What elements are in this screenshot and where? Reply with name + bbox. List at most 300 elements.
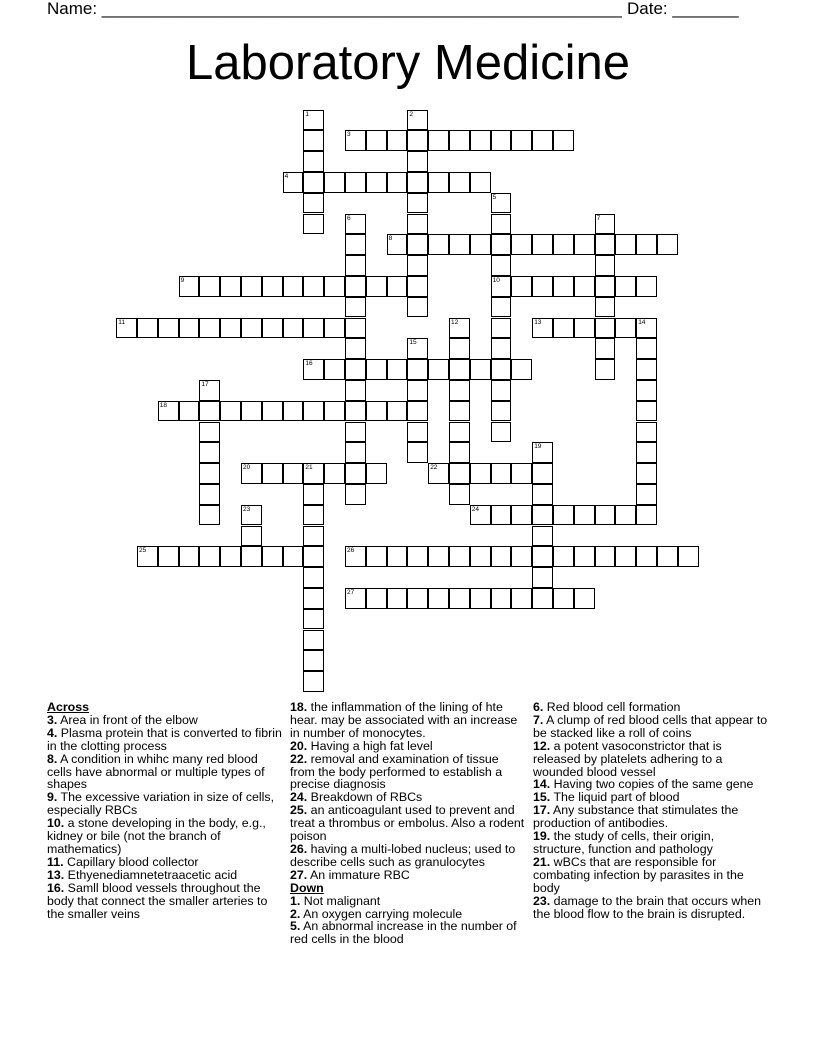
grid-cell[interactable] <box>470 130 491 151</box>
grid-cell[interactable] <box>324 401 345 422</box>
grid-cell[interactable] <box>137 546 158 567</box>
clue-number: 27 <box>347 588 355 596</box>
grid-cell[interactable] <box>158 318 179 339</box>
grid-cell[interactable] <box>345 214 366 235</box>
clue-number: 11 <box>118 318 125 326</box>
grid-cell[interactable] <box>241 318 262 339</box>
grid-cell[interactable] <box>345 276 366 297</box>
grid-cell[interactable] <box>657 546 678 567</box>
grid-cell[interactable] <box>303 588 324 609</box>
grid-cell[interactable] <box>428 463 449 484</box>
clue-number-label: 1. <box>290 893 301 908</box>
grid-cell[interactable] <box>303 214 324 235</box>
clue-number: 13 <box>534 318 542 326</box>
grid-cell[interactable] <box>595 297 616 318</box>
clue-number-label: 10. <box>47 816 65 831</box>
grid-cell[interactable] <box>636 359 657 380</box>
grid-cell[interactable] <box>449 318 470 339</box>
grid-cell[interactable] <box>262 318 283 339</box>
grid-cell[interactable] <box>511 234 532 255</box>
clue-number-label: 20. <box>290 738 308 753</box>
grid-cell[interactable] <box>470 463 491 484</box>
grid-cell[interactable] <box>199 484 220 505</box>
clue-text: having a multi-lobed nucleus; used to describe cells such as granulocytes <box>290 841 516 869</box>
grid-cell[interactable] <box>241 401 262 422</box>
grid-cell[interactable] <box>470 234 491 255</box>
grid-cell[interactable] <box>636 422 657 443</box>
grid-cell[interactable] <box>387 172 408 193</box>
grid-cell[interactable] <box>345 234 366 255</box>
clue-text: wBCs that are responsible for combating infection by parasites in the body <box>533 854 744 895</box>
grid-cell[interactable] <box>491 130 512 151</box>
grid-cell[interactable] <box>345 130 366 151</box>
grid-cell[interactable] <box>532 526 553 547</box>
grid-cell[interactable] <box>303 609 324 630</box>
grid-cell[interactable] <box>636 338 657 359</box>
grid-cell[interactable] <box>366 130 387 151</box>
grid-cell[interactable] <box>449 422 470 443</box>
grid-cell[interactable] <box>303 276 324 297</box>
grid-cell[interactable] <box>636 505 657 526</box>
grid-cell[interactable] <box>449 546 470 567</box>
grid-cell[interactable] <box>407 151 428 172</box>
grid-cell[interactable] <box>366 276 387 297</box>
grid-cell[interactable] <box>491 318 512 339</box>
grid-cell[interactable] <box>407 442 428 463</box>
grid-cell[interactable] <box>303 463 324 484</box>
grid-cell[interactable] <box>199 505 220 526</box>
grid-cell[interactable] <box>449 172 470 193</box>
grid-cell[interactable] <box>574 318 595 339</box>
clue-text: the study of cells, their origin, structure, function and pathology <box>533 829 715 856</box>
grid-cell[interactable] <box>407 130 428 151</box>
grid-cell[interactable] <box>636 484 657 505</box>
grid-cell[interactable] <box>636 463 657 484</box>
grid-cell[interactable] <box>428 359 449 380</box>
grid-cell[interactable] <box>636 380 657 401</box>
grid-cell[interactable] <box>199 546 220 567</box>
grid-cell[interactable] <box>491 463 512 484</box>
grid-cell[interactable] <box>303 359 324 380</box>
grid-cell[interactable] <box>595 255 616 276</box>
clue-text: Ethyenediamnetetraacetic acid <box>64 867 238 882</box>
grid-cell[interactable] <box>303 650 324 671</box>
grid-cell[interactable] <box>366 546 387 567</box>
grid-cell[interactable] <box>449 442 470 463</box>
grid-cell[interactable] <box>615 546 636 567</box>
grid-cell[interactable] <box>407 422 428 443</box>
grid-cell[interactable] <box>511 505 532 526</box>
grid-cell[interactable] <box>407 380 428 401</box>
clue-text: Breakdown of RBCs <box>307 790 423 805</box>
grid-cell[interactable] <box>491 588 512 609</box>
grid-cell[interactable] <box>511 588 532 609</box>
grid-cell[interactable] <box>491 338 512 359</box>
clue-number: 26 <box>347 547 355 555</box>
grid-cell[interactable] <box>366 401 387 422</box>
grid-cell[interactable] <box>449 130 470 151</box>
grid-cell[interactable] <box>574 276 595 297</box>
grid-cell[interactable] <box>595 546 616 567</box>
grid-cell[interactable] <box>199 422 220 443</box>
grid-cell[interactable] <box>615 234 636 255</box>
grid-cell[interactable] <box>303 130 324 151</box>
grid-cell[interactable] <box>407 234 428 255</box>
grid-cell[interactable] <box>241 463 262 484</box>
clue-text: removal and examination of tissue from the body performed to establish a precise diagnosis <box>290 751 503 792</box>
grid-cell[interactable] <box>449 338 470 359</box>
grid-cell[interactable] <box>532 276 553 297</box>
grid-cell[interactable] <box>345 442 366 463</box>
grid-cell[interactable] <box>491 422 512 443</box>
grid-cell[interactable] <box>657 234 678 255</box>
clue-text: A clump of red blood cells that appear to be stacked like a roll of coins <box>533 712 768 740</box>
grid-cell[interactable] <box>345 546 366 567</box>
grid-cell[interactable] <box>387 276 408 297</box>
grid-cell[interactable] <box>158 546 179 567</box>
grid-cell[interactable] <box>511 359 532 380</box>
grid-cell[interactable] <box>595 338 616 359</box>
grid-cell[interactable] <box>324 276 345 297</box>
grid-cell[interactable] <box>387 359 408 380</box>
clue-number-label: 18. <box>290 700 308 714</box>
grid-cell[interactable] <box>345 172 366 193</box>
grid-cell[interactable] <box>262 276 283 297</box>
grid-cell[interactable] <box>407 297 428 318</box>
grid-cell[interactable] <box>491 401 512 422</box>
grid-cell[interactable] <box>470 172 491 193</box>
grid-cell[interactable] <box>345 401 366 422</box>
grid-cell[interactable] <box>595 234 616 255</box>
clue-item <box>533 804 769 830</box>
grid-cell[interactable] <box>179 401 200 422</box>
clue-number: 18 <box>159 401 168 409</box>
grid-cell[interactable] <box>636 401 657 422</box>
grid-cell[interactable] <box>511 546 532 567</box>
grid-cell[interactable] <box>283 463 304 484</box>
grid-cell[interactable] <box>636 318 657 339</box>
grid-cell[interactable] <box>199 401 220 422</box>
grid-cell[interactable] <box>428 172 449 193</box>
clue-text: The liquid part of blood <box>550 790 680 805</box>
grid-cell[interactable] <box>532 442 553 463</box>
grid-cell[interactable] <box>220 401 241 422</box>
clue-number: 22 <box>430 464 438 472</box>
clue-text: a stone developing in the body, e.g., kidney or bile (not the branch of mathematics) <box>47 816 266 856</box>
clue-item <box>533 714 769 740</box>
clue-text: Samll blood vessels throughout the body that connect the smaller arteries to the smaller veins <box>47 880 268 921</box>
clue-text: Having two copies of the same gene <box>550 777 754 792</box>
grid-cell[interactable] <box>199 276 220 297</box>
grid-cell[interactable] <box>407 172 428 193</box>
grid-cell[interactable] <box>553 318 574 339</box>
clue-section-heading: Down <box>290 880 324 895</box>
clue-item <box>290 753 526 792</box>
grid-cell[interactable] <box>428 130 449 151</box>
clue-number-label: 2. <box>290 906 301 921</box>
grid-cell[interactable] <box>345 338 366 359</box>
grid-cell[interactable] <box>303 401 324 422</box>
grid-cell[interactable] <box>303 484 324 505</box>
grid-cell[interactable] <box>179 276 200 297</box>
clue-text: an anticoagulant used to prevent and treat a thrombus or embolus. Also a rodent poison <box>290 803 525 844</box>
grid-cell[interactable] <box>366 463 387 484</box>
clue-number-label: 15. <box>533 790 551 805</box>
grid-cell[interactable] <box>553 234 574 255</box>
grid-cell[interactable] <box>303 546 324 567</box>
clue-number: 17 <box>201 380 209 388</box>
grid-cell[interactable] <box>324 359 345 380</box>
grid-cell[interactable] <box>407 588 428 609</box>
clue-number-label: 13. <box>47 867 65 882</box>
clue-item <box>290 920 526 946</box>
grid-cell[interactable] <box>532 588 553 609</box>
grid-cell[interactable] <box>324 172 345 193</box>
clue-item <box>533 895 769 921</box>
clue-item <box>47 882 283 921</box>
clue-number: 15 <box>409 339 417 347</box>
clue-number: 3 <box>347 131 351 139</box>
grid-cell[interactable] <box>241 546 262 567</box>
grid-cell[interactable] <box>532 234 553 255</box>
grid-cell[interactable] <box>345 297 366 318</box>
grid-cell[interactable] <box>470 588 491 609</box>
grid-cell[interactable] <box>574 234 595 255</box>
clue-number-label: 6. <box>533 700 544 714</box>
grid-cell[interactable] <box>470 505 491 526</box>
clue-number: 24 <box>471 505 480 513</box>
grid-cell[interactable] <box>220 318 241 339</box>
grid-cell[interactable] <box>407 546 428 567</box>
grid-cell[interactable] <box>179 318 200 339</box>
grid-cell[interactable] <box>387 234 408 255</box>
clue-number: 12 <box>451 318 459 326</box>
grid-cell[interactable] <box>491 546 512 567</box>
grid-cell[interactable] <box>532 463 553 484</box>
grid-cell[interactable] <box>283 546 304 567</box>
clue-number-label: 9. <box>47 790 58 805</box>
grid-cell[interactable] <box>491 255 512 276</box>
grid-cell[interactable] <box>387 401 408 422</box>
grid-cell[interactable] <box>303 671 324 692</box>
grid-cell[interactable] <box>283 318 304 339</box>
grid-cell[interactable] <box>491 359 512 380</box>
grid-cell[interactable] <box>491 234 512 255</box>
grid-cell[interactable] <box>407 359 428 380</box>
clue-text: Having a high fat level <box>307 738 433 753</box>
grid-cell[interactable] <box>491 380 512 401</box>
grid-cell[interactable] <box>470 359 491 380</box>
clue-text: the inflammation of the lining of hte hear. may be associated with an increase in number of monocytes. <box>290 700 518 740</box>
grid-cell[interactable] <box>407 193 428 214</box>
grid-cell[interactable] <box>199 380 220 401</box>
grid-cell[interactable] <box>220 546 241 567</box>
clue-item <box>47 753 283 792</box>
grid-cell[interactable] <box>449 359 470 380</box>
grid-cell[interactable] <box>220 276 241 297</box>
grid-cell[interactable] <box>345 463 366 484</box>
grid-cell[interactable] <box>532 546 553 567</box>
grid-cell[interactable] <box>511 130 532 151</box>
grid-cell[interactable] <box>366 172 387 193</box>
grid-cell[interactable] <box>345 588 366 609</box>
grid-cell[interactable] <box>199 318 220 339</box>
clue-item <box>290 701 526 740</box>
grid-cell[interactable] <box>303 630 324 651</box>
grid-cell[interactable] <box>303 110 324 131</box>
grid-cell[interactable] <box>636 234 657 255</box>
grid-cell[interactable] <box>532 567 553 588</box>
grid-cell[interactable] <box>574 546 595 567</box>
date-field[interactable]: Date: _______ <box>627 0 739 18</box>
grid-cell[interactable] <box>407 401 428 422</box>
grid-cell[interactable] <box>199 442 220 463</box>
grid-cell[interactable] <box>345 380 366 401</box>
grid-cell[interactable] <box>345 484 366 505</box>
grid-cell[interactable] <box>491 214 512 235</box>
grid-cell[interactable] <box>595 318 616 339</box>
grid-cell[interactable] <box>345 359 366 380</box>
grid-cell[interactable] <box>449 234 470 255</box>
grid-cell[interactable] <box>303 172 324 193</box>
grid-cell[interactable] <box>199 463 220 484</box>
grid-cell[interactable] <box>303 193 324 214</box>
grid-cell[interactable] <box>303 318 324 339</box>
grid-cell[interactable] <box>511 276 532 297</box>
grid-cell[interactable] <box>407 338 428 359</box>
grid-cell[interactable] <box>387 130 408 151</box>
grid-cell[interactable] <box>532 130 553 151</box>
grid-cell[interactable] <box>158 401 179 422</box>
grid-cell[interactable] <box>407 276 428 297</box>
grid-cell[interactable] <box>407 110 428 131</box>
grid-cell[interactable] <box>615 505 636 526</box>
clue-text: Any substance that stimulates the production of antibodies. <box>533 803 739 831</box>
grid-cell[interactable] <box>303 151 324 172</box>
grid-cell[interactable] <box>262 463 283 484</box>
grid-cell[interactable] <box>615 276 636 297</box>
grid-cell[interactable] <box>595 276 616 297</box>
clue-number-label: 8. <box>47 751 58 766</box>
clue-item <box>290 843 526 869</box>
grid-cell[interactable] <box>262 546 283 567</box>
grid-cell[interactable] <box>449 401 470 422</box>
grid-cell[interactable] <box>553 130 574 151</box>
grid-cell[interactable] <box>283 172 304 193</box>
grid-cell[interactable] <box>595 214 616 235</box>
grid-cell[interactable] <box>532 484 553 505</box>
grid-cell[interactable] <box>574 588 595 609</box>
grid-cell[interactable] <box>491 505 512 526</box>
grid-cell[interactable] <box>303 567 324 588</box>
grid-cell[interactable] <box>491 276 512 297</box>
clue-number-label: 11. <box>47 854 64 869</box>
grid-cell[interactable] <box>116 318 137 339</box>
clue-number-label: 12. <box>533 738 551 753</box>
clue-number: 9 <box>180 276 185 284</box>
grid-cell[interactable] <box>137 318 158 339</box>
grid-cell[interactable] <box>553 505 574 526</box>
grid-cell[interactable] <box>407 255 428 276</box>
grid-cell[interactable] <box>324 463 345 484</box>
grid-cell[interactable] <box>511 463 532 484</box>
grid-cell[interactable] <box>428 588 449 609</box>
grid-cell[interactable] <box>241 526 262 547</box>
grid-cell[interactable] <box>595 505 616 526</box>
grid-cell[interactable] <box>636 546 657 567</box>
clue-number: 14 <box>638 318 646 326</box>
grid-cell[interactable] <box>283 276 304 297</box>
clue-item <box>533 830 769 856</box>
grid-cell[interactable] <box>553 588 574 609</box>
grid-cell[interactable] <box>553 276 574 297</box>
grid-cell[interactable] <box>574 505 595 526</box>
grid-cell[interactable] <box>345 318 366 339</box>
grid-cell[interactable] <box>428 234 449 255</box>
grid-cell[interactable] <box>324 318 345 339</box>
grid-cell[interactable] <box>636 442 657 463</box>
grid-cell[interactable] <box>241 276 262 297</box>
grid-cell[interactable] <box>241 505 262 526</box>
grid-cell[interactable] <box>532 318 553 339</box>
clue-number-label: 27. <box>290 867 308 882</box>
name-field[interactable]: Name: _______________________________________________________ <box>47 0 622 18</box>
clues-column-1 <box>47 701 283 920</box>
grid-cell[interactable] <box>366 359 387 380</box>
grid-cell[interactable] <box>449 380 470 401</box>
grid-cell[interactable] <box>262 401 283 422</box>
clue-number-label: 3. <box>47 712 58 727</box>
grid-cell[interactable] <box>407 214 428 235</box>
grid-cell[interactable] <box>636 276 657 297</box>
grid-cell[interactable] <box>491 297 512 318</box>
grid-cell[interactable] <box>678 546 699 567</box>
clue-item <box>47 791 283 817</box>
grid-cell[interactable] <box>470 546 491 567</box>
clue-text: Plasma protein that is converted to fibrin in the clotting process <box>47 725 282 753</box>
grid-cell[interactable] <box>283 401 304 422</box>
clue-text: Not malignant <box>300 893 381 908</box>
clue-text: An oxygen carrying molecule <box>300 906 463 921</box>
grid-cell[interactable] <box>179 546 200 567</box>
grid-cell[interactable] <box>553 546 574 567</box>
grid-cell[interactable] <box>303 505 324 526</box>
grid-cell[interactable] <box>449 484 470 505</box>
grid-cell[interactable] <box>345 255 366 276</box>
clue-text: Area in front of the elbow <box>57 712 198 727</box>
clue-number-label: 21. <box>533 854 551 869</box>
grid-cell[interactable] <box>303 526 324 547</box>
clue-number-label: 5. <box>290 919 301 934</box>
clues-column-3 <box>533 701 769 920</box>
grid-cell[interactable] <box>387 546 408 567</box>
grid-cell[interactable] <box>595 359 616 380</box>
grid-cell[interactable] <box>366 588 387 609</box>
grid-cell[interactable] <box>615 318 636 339</box>
grid-cell[interactable] <box>387 588 408 609</box>
grid-cell[interactable] <box>449 588 470 609</box>
clue-number: 10 <box>492 276 500 284</box>
clue-number: 1 <box>305 110 310 118</box>
clue-item <box>533 856 769 895</box>
grid-cell[interactable] <box>449 463 470 484</box>
grid-cell[interactable] <box>345 422 366 443</box>
grid-cell[interactable] <box>491 193 512 214</box>
clue-number-label: 16. <box>47 880 65 895</box>
grid-cell[interactable] <box>532 505 553 526</box>
grid-cell[interactable] <box>428 546 449 567</box>
clue-text: An abnormal increase in the number of red cells in the blood <box>290 919 517 947</box>
